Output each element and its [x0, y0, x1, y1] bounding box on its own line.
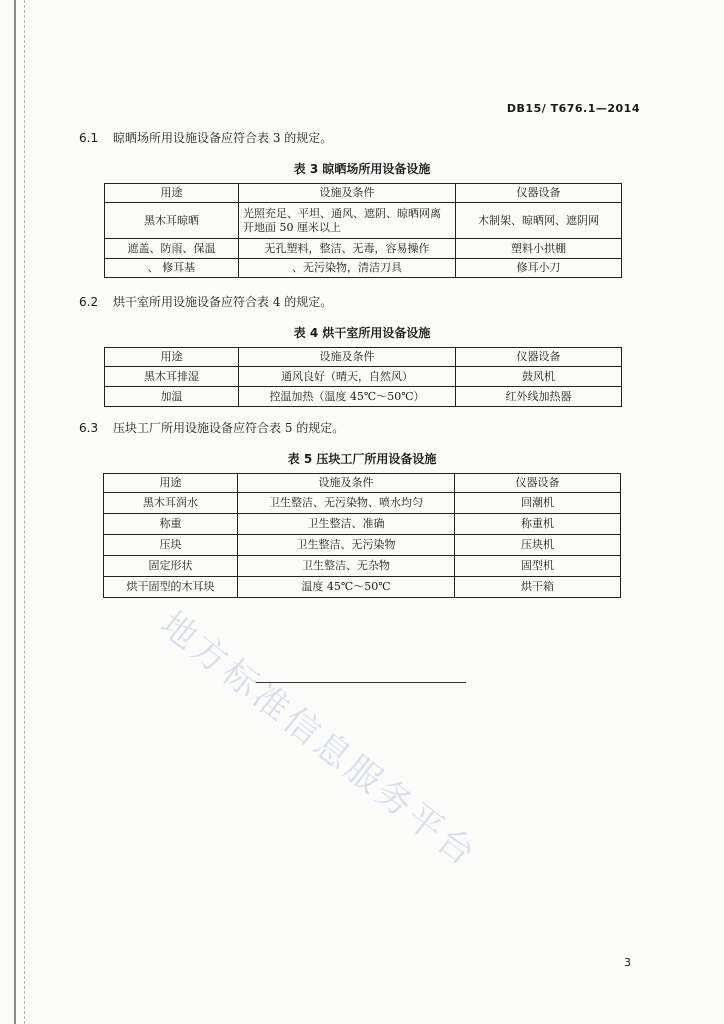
header-cell: 仪器设备	[456, 184, 622, 203]
table-cell: 压块机	[455, 535, 621, 556]
table-4	[104, 347, 622, 407]
table-cell: 鼓风机	[456, 367, 622, 387]
table-cell: 、 修耳基	[105, 259, 239, 278]
clause-number: 6.3	[79, 421, 99, 435]
header-cell: 用途	[105, 184, 239, 203]
table-cell: 控温加热（温度 45℃～50℃）	[239, 387, 456, 407]
document-number: DB15/ T676.1—2014	[506, 102, 640, 115]
table-header-row	[105, 348, 622, 367]
table-header-row	[105, 184, 622, 203]
table-3-caption: 表 3 晾晒场所用设备设施	[293, 162, 431, 176]
table-cell: 卫生整洁、准确	[238, 514, 455, 535]
table-row	[105, 259, 622, 278]
table-4-caption: 表 4 烘干室所用设备设施	[293, 326, 431, 340]
header-cell: 用途	[105, 348, 239, 367]
header-cell: 用途	[104, 474, 238, 493]
table-cell: 无孔塑料，整洁、无毒，容易操作	[239, 239, 456, 259]
table-cell: 木制架、晾晒网、遮阴网	[456, 203, 622, 239]
table-cell: 塑料小拱棚	[456, 239, 622, 259]
table-cell: 修耳小刀	[456, 259, 622, 278]
table-cell: 黑木耳晾晒	[105, 203, 239, 239]
table-cell: 黑木耳润水	[104, 493, 238, 514]
table-3	[104, 183, 622, 278]
header-cell: 仪器设备	[455, 474, 621, 493]
header-cell: 仪器设备	[456, 348, 622, 367]
table-row	[104, 556, 621, 577]
table-cell: 遮盖、防雨、保温	[105, 239, 239, 259]
table-cell: 通风良好（晴天，自然风）	[239, 367, 456, 387]
table-row	[105, 367, 622, 387]
clause-6-2	[79, 293, 332, 310]
watermark: 地方标准信息服务平台	[152, 604, 485, 876]
clause-6-1	[79, 129, 332, 146]
table-cell: 称重	[104, 514, 238, 535]
clause-number: 6.2	[79, 295, 99, 309]
table-row	[105, 239, 622, 259]
table-row	[104, 535, 621, 556]
table-cell: 卫生整洁、无杂物	[238, 556, 455, 577]
clause-text: 晾晒场所用设施设备应符合表 3 的规定。	[113, 131, 333, 145]
table-cell: 温度 45℃～50℃	[238, 577, 455, 598]
table-5	[103, 473, 621, 598]
table-row	[105, 387, 622, 407]
table-row	[104, 577, 621, 598]
clause-text: 压块工厂所用设施设备应符合表 5 的规定。	[113, 421, 345, 435]
clause-number: 6.1	[79, 131, 99, 145]
end-rule	[256, 682, 466, 683]
table-cell: 红外线加热器	[456, 387, 622, 407]
table-cell: 固型机	[455, 556, 621, 577]
table-cell: 称重机	[455, 514, 621, 535]
clause-6-3	[79, 419, 344, 436]
table-row	[105, 203, 622, 239]
clause-text: 烘干室所用设施设备应符合表 4 的规定。	[113, 295, 333, 309]
table-cell: 加温	[105, 387, 239, 407]
table-cell: 烘干固型的木耳块	[104, 577, 238, 598]
table-cell: 光照充足、平坦、通风、遮阴、晾晒网离开地面 50 厘米以上	[239, 203, 456, 239]
binding-dash	[24, 0, 25, 1024]
header-cell: 设施及条件	[239, 348, 456, 367]
binding-edge	[14, 0, 16, 1024]
table-cell: 回潮机	[455, 493, 621, 514]
header-cell: 设施及条件	[239, 184, 456, 203]
table-cell: 、无污染物，清洁刀具	[239, 259, 456, 278]
table-row	[104, 514, 621, 535]
table-5-caption: 表 5 压块工厂所用设备设施	[287, 452, 437, 466]
page-number: 3	[624, 956, 631, 969]
table-cell: 卫生整洁、无污染物、喷水均匀	[238, 493, 455, 514]
table-cell: 卫生整洁、无污染物	[238, 535, 455, 556]
table-cell: 压块	[104, 535, 238, 556]
table-cell: 固定形状	[104, 556, 238, 577]
header-cell: 设施及条件	[238, 474, 455, 493]
table-row	[104, 493, 621, 514]
table-cell: 黑木耳排湿	[105, 367, 239, 387]
table-header-row	[104, 474, 621, 493]
table-cell: 烘干箱	[455, 577, 621, 598]
